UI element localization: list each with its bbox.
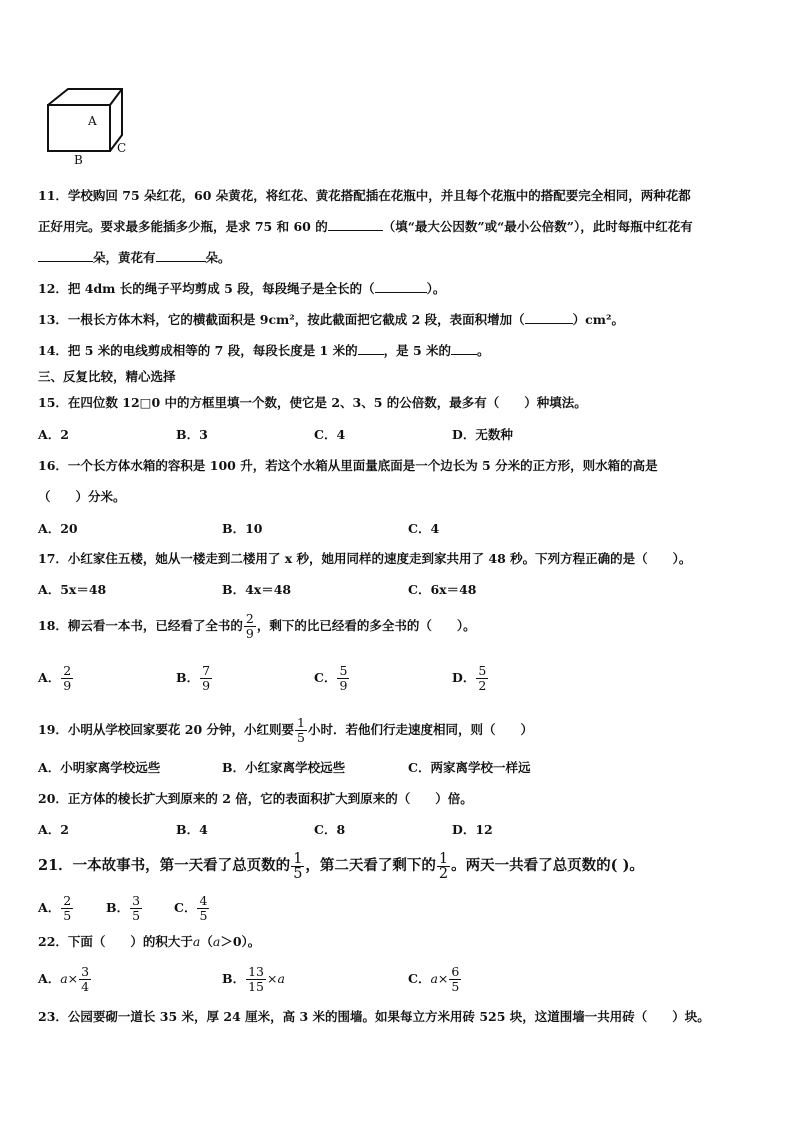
q22-option-c[interactable]: C．a× $\frac{6}{5}$ xyxy=(408,964,460,994)
q22-option-b[interactable]: B． $\frac{13}{15}$ ×a xyxy=(222,964,285,994)
q18-stem: 18．柳云看一本书，已经看了全书的 $\frac{2}{9}$ ，剩下的比已经看的多全书的（ ）。 xyxy=(38,611,476,641)
q12: 12．把 4dm 长的绳子平均剪成 5 段，每段绳子是全长的（ ）。 xyxy=(38,281,446,296)
q15-option-c[interactable]: C．4 xyxy=(314,427,346,442)
q15-stem: 15．在四位数 12□0 中的方框里填一个数，使它是 2、3、5 的公倍数，最多有（ ）种填法。 xyxy=(38,395,587,410)
q11-blank3[interactable] xyxy=(156,249,206,262)
q23-stem: 23．公园要砌一道长 35 米，厚 24 厘米，高 3 米的围墙。如果每立方米用砖 525 块，这道围墙一共用砖（ ）块。 xyxy=(38,1009,710,1024)
q17-option-b[interactable]: B．4x＝48 xyxy=(222,582,292,597)
q11-line1: 11．学校购回 75 朵红花，60 朵黄花，将红花、黄花搭配插在花瓶中，并且每个花瓶中的搭配要完全相同，两种花都 xyxy=(38,188,691,203)
q15-option-d[interactable]: D．无数种 xyxy=(452,427,513,442)
q17-option-a[interactable]: A．5x＝48 xyxy=(38,582,107,597)
q16-line2: （ ）分米。 xyxy=(38,489,126,504)
cube-label-c: C xyxy=(117,141,127,155)
q21-option-a[interactable]: A． $\frac{2}{5}$ xyxy=(38,893,72,923)
q20-option-c[interactable]: C．8 xyxy=(314,822,346,837)
q20-option-a[interactable]: A．2 xyxy=(38,822,69,837)
q15-option-b[interactable]: B．3 xyxy=(176,427,208,442)
q12-blank[interactable] xyxy=(375,280,427,293)
q11-blank1[interactable] xyxy=(328,218,383,231)
q21-fraction-2: $\frac{1}{2}$ xyxy=(438,850,449,882)
q20-option-b[interactable]: B．4 xyxy=(176,822,208,837)
section-3-heading: 三、反复比较，精心选择 xyxy=(38,369,176,384)
q22-stem: 22．下面（ ）的积大于a（a＞0）。 xyxy=(38,934,261,949)
q21-option-c[interactable]: C． $\frac{4}{5}$ xyxy=(174,893,208,923)
q16-line1: 16．一个长方体水箱的容积是 100 升，若这个水箱从里面量底面是一个边长为 5 分米的正方形，则水箱的高是 xyxy=(38,458,658,473)
q19-option-a[interactable]: A．小明家离学校远些 xyxy=(38,760,161,775)
q21-option-b[interactable]: B． $\frac{3}{5}$ xyxy=(106,893,141,923)
q16-option-b[interactable]: B．10 xyxy=(222,521,263,536)
q17-stem: 17．小红家住五楼，她从一楼走到二楼用了 x 秒，她用同样的速度走到家共用了 48 秒。下列方程正确的是（ ）。 xyxy=(38,551,692,566)
q15-option-a[interactable]: A．2 xyxy=(38,427,69,442)
q14: 14．把 5 米的电线剪成相等的 7 段，每段长度是 1 米的 ，是 5 米的 。 xyxy=(38,343,490,358)
q14-blank1[interactable] xyxy=(358,342,384,355)
q19-stem: 19．小明从学校回家要花 20 分钟，小红则要 $\frac{1}{5}$ 小时．若他们行走速度相同，则（ ） xyxy=(38,715,533,745)
cube-label-b: B xyxy=(74,153,83,167)
q14-blank2[interactable] xyxy=(451,342,477,355)
q19-option-c[interactable]: C．两家离学校一样远 xyxy=(408,760,531,775)
q16-option-a[interactable]: A．20 xyxy=(38,521,78,536)
q21-stem: 21．一本故事书，第一天看了总页数的 $\frac{1}{5}$ ，第二天看了剩下的 $\frac{1}{2}$ 。两天一共看了总页数的( )。 xyxy=(38,850,644,882)
q18-fraction: $\frac{2}{9}$ xyxy=(245,611,254,641)
q21-fraction-1: $\frac{1}{5}$ xyxy=(293,850,303,882)
q11-line2: 正好用完。要求最多能插多少瓶，是求 75 和 60 的 （填“最大公因数”或“最小公倍数”），此时每瓶中红花有 xyxy=(38,219,693,234)
q13-blank[interactable] xyxy=(525,311,573,324)
q20-stem: 20．正方体的棱长扩大到原来的 2 倍，它的表面积扩大到原来的（ ）倍。 xyxy=(38,791,473,806)
q18-option-b[interactable]: B． $\frac{7}{9}$ xyxy=(176,663,211,693)
q11-line3: 朵，黄花有 朵。 xyxy=(38,249,231,267)
q11-blank2[interactable] xyxy=(38,249,93,262)
q16-option-c[interactable]: C．4 xyxy=(408,521,440,536)
q18-option-d[interactable]: D． $\frac{5}{2}$ xyxy=(452,663,487,693)
cube-label-a: A xyxy=(88,114,97,128)
q19-fraction: $\frac{1}{5}$ xyxy=(297,715,305,745)
q18-option-a[interactable]: A． $\frac{2}{9}$ xyxy=(38,663,72,693)
q22-option-a[interactable]: A．a× $\frac{3}{4}$ xyxy=(38,964,90,994)
q18-option-c[interactable]: C． $\frac{5}{9}$ xyxy=(314,663,348,693)
q19-option-b[interactable]: B．小红家离学校远些 xyxy=(222,760,346,775)
q13: 13．一根长方体木料，它的横截面积是 9cm²，按此截面把它截成 2 段，表面积增加（ ）cm²。 xyxy=(38,312,624,327)
q17-option-c[interactable]: C．6x＝48 xyxy=(408,582,477,597)
q20-option-d[interactable]: D．12 xyxy=(452,822,493,837)
